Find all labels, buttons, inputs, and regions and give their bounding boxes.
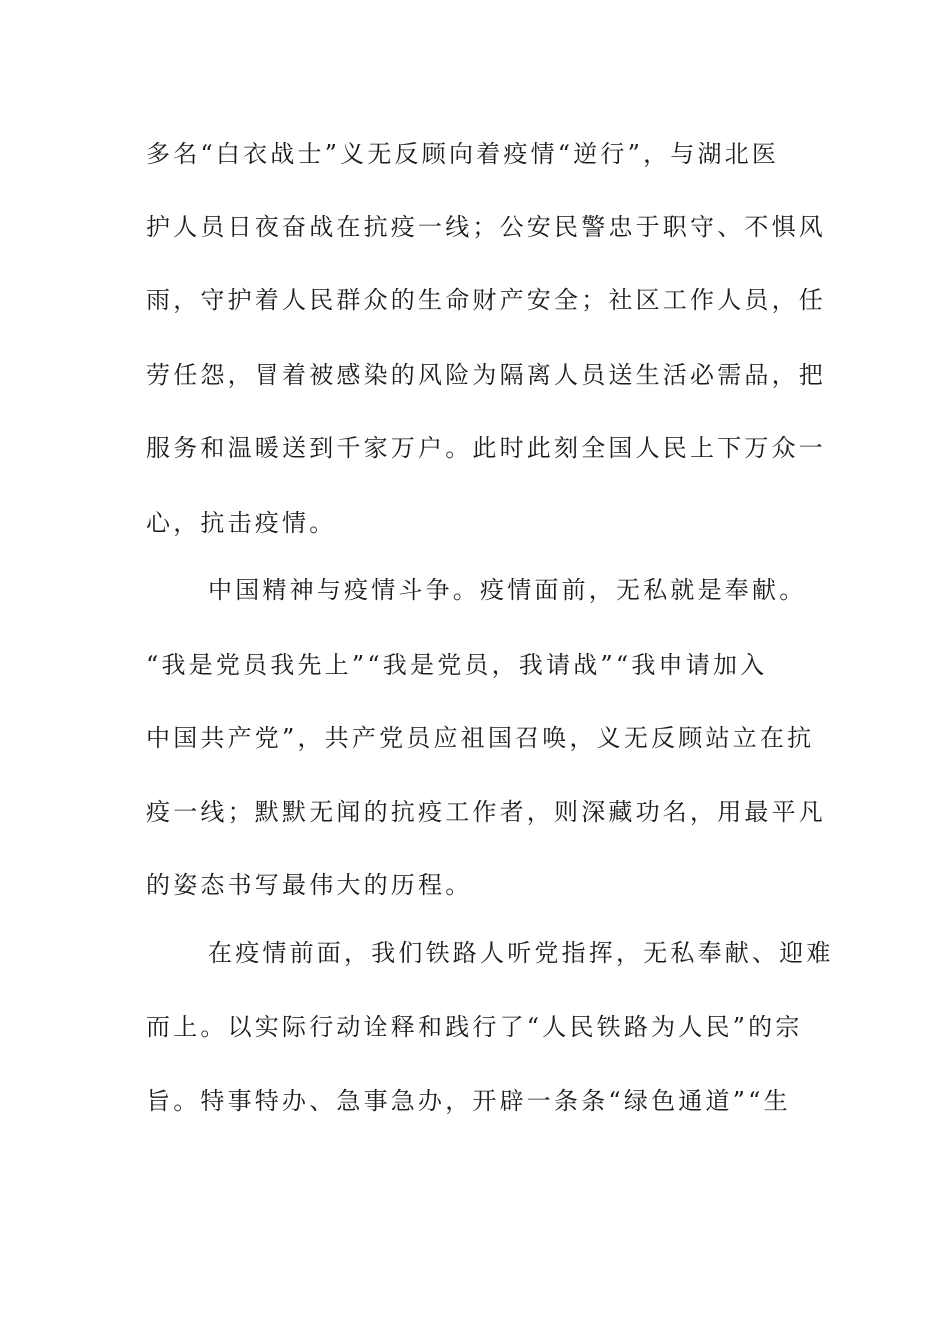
text-line-8: “我是党员我先上”“我是党员，我请战”“我申请加入 — [146, 651, 768, 679]
text-line-1: 多名“白衣战士”义无反顾向着疫情“逆行”，与湖北医 — [146, 140, 780, 168]
text-line-12: 在疫情前面，我们铁路人听党指挥，无私奉献、迎难 — [208, 939, 834, 967]
text-line-3: 雨，守护着人民群众的生命财产安全；社区工作人员，任 — [146, 286, 826, 314]
text-line-2: 护人员日夜奋战在抗疫一线；公安民警忠于职守、不惧风 — [146, 213, 826, 241]
text-line-7: 中国精神与疫情斗争。疫情面前，无私就是奉献。 — [208, 576, 807, 604]
text-line-9: 中国共产党”，共产党员应祖国召唤，义无反顾站立在抗 — [146, 724, 815, 752]
text-line-6: 心，抗击疫情。 — [146, 509, 337, 537]
text-line-13: 而上。以实际行动诠释和践行了“人民铁路为人民”的宗 — [146, 1013, 803, 1041]
text-line-14: 旨。特事特办、急事急办，开辟一条条“绿色通道”“生 — [146, 1087, 791, 1115]
text-line-4: 劳任怨，冒着被感染的风险为隔离人员送生活必需品，把 — [146, 361, 826, 389]
text-line-5: 服务和温暖送到千家万户。此时此刻全国人民上下万众一 — [146, 434, 826, 462]
text-line-11: 的姿态书写最伟大的历程。 — [146, 871, 473, 899]
text-line-10: 疫一线；默默无闻的抗疫工作者，则深藏功名，用最平凡 — [146, 798, 826, 826]
